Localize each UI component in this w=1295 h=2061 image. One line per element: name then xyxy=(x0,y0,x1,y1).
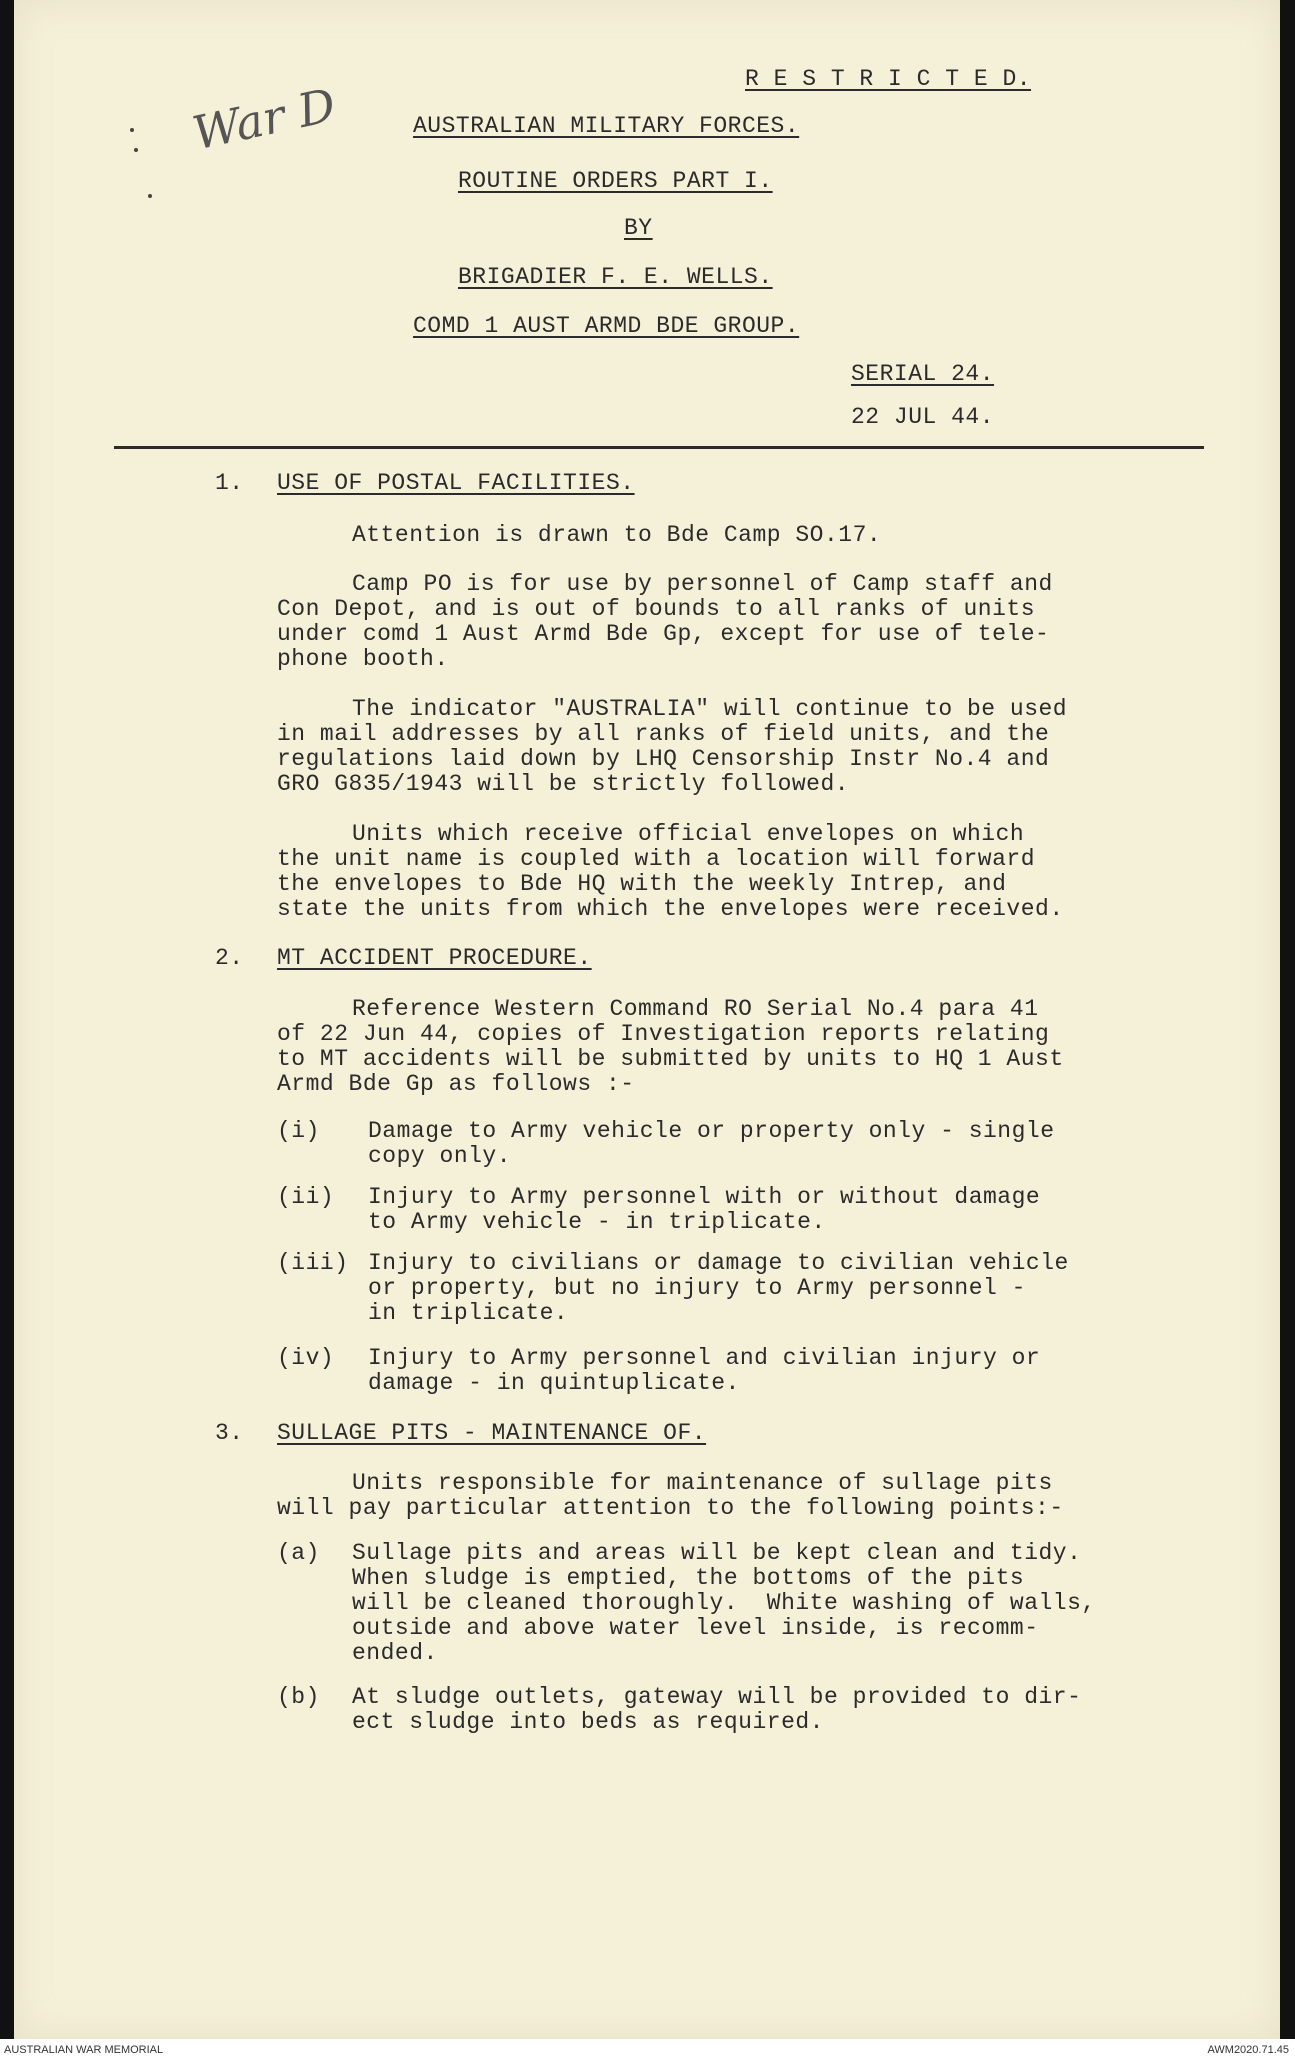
section-3-number: 3. xyxy=(215,1420,244,1446)
section-1-paragraph: the unit name is coupled with a location will forward xyxy=(277,846,1036,872)
footer-credit: AUSTRALIAN WAR MEMORIAL xyxy=(4,2044,164,2056)
section-1-paragraph: Units which receive official envelopes on which xyxy=(352,821,1025,847)
list-item-text: in triplicate. xyxy=(368,1300,569,1326)
section-1-number: 1. xyxy=(215,470,244,496)
section-2-intro: to MT accidents will be submitted by units to HQ 1 Aust xyxy=(277,1046,1064,1072)
list-item-label: (a) xyxy=(277,1540,320,1566)
section-1-paragraph: The indicator "AUSTRALIA" will continue to be used xyxy=(352,696,1068,722)
section-1-paragraph: the envelopes to Bde HQ with the weekly Intrep, and xyxy=(277,871,1007,897)
list-item-label: (i) xyxy=(277,1118,320,1144)
section-1-paragraph: under comd 1 Aust Armd Bde Gp, except for use of tele- xyxy=(277,621,1050,647)
header-line-5: COMD 1 AUST ARMD BDE GROUP. xyxy=(413,313,800,339)
list-item-text: or property, but no injury to Army personnel - xyxy=(368,1275,1026,1301)
header-line-3: BY xyxy=(624,215,653,241)
header-rule xyxy=(114,446,1204,449)
section-1-paragraph: GRO G835/1943 will be strictly followed. xyxy=(277,771,850,797)
paper-speck xyxy=(130,128,134,132)
list-item-text: When sludge is emptied, the bottoms of the pits xyxy=(352,1565,1025,1591)
header-line-4: BRIGADIER F. E. WELLS. xyxy=(458,264,773,290)
header-line-1: AUSTRALIAN MILITARY FORCES. xyxy=(413,113,800,139)
paper-speck xyxy=(134,148,138,152)
section-2-title: MT ACCIDENT PROCEDURE. xyxy=(277,945,592,971)
section-1-paragraph: in mail addresses by all ranks of field units, and the xyxy=(277,721,1050,747)
serial-number: SERIAL 24. xyxy=(851,361,995,387)
header-line-2: ROUTINE ORDERS PART I. xyxy=(458,168,773,194)
order-date: 22 JUL 44. xyxy=(851,404,995,430)
list-item-text: ended. xyxy=(352,1640,438,1666)
section-1-paragraph: Camp PO is for use by personnel of Camp staff and xyxy=(352,571,1053,597)
list-item-text: At sludge outlets, gateway will be provided to dir- xyxy=(352,1684,1082,1710)
list-item-label: (b) xyxy=(277,1684,320,1710)
list-item-text: outside and above water level inside, is recomm- xyxy=(352,1615,1039,1641)
list-item-text: Injury to Army personnel and civilian injury or xyxy=(368,1345,1041,1371)
section-2-intro: Reference Western Command RO Serial No.4 para 41 xyxy=(352,996,1039,1022)
list-item-text: Damage to Army vehicle or property only - single xyxy=(368,1118,1055,1144)
list-item-text: Injury to Army personnel with or without damage xyxy=(368,1184,1041,1210)
list-item-text: will be cleaned thoroughly. White washing of walls, xyxy=(352,1590,1096,1616)
classification-marking: R E S T R I C T E D. xyxy=(745,66,1032,92)
section-1-paragraph: state the units from which the envelopes were received. xyxy=(277,896,1064,922)
list-item-label: (iii) xyxy=(277,1250,349,1276)
section-1-paragraph: Attention is drawn to Bde Camp SO.17. xyxy=(352,522,882,548)
paper-speck xyxy=(148,194,152,198)
footer-accession-number: AWM2020.71.45 xyxy=(1207,2044,1289,2056)
list-item-text: Injury to civilians or damage to civilian vehicle xyxy=(368,1250,1069,1276)
section-3-title: SULLAGE PITS - MAINTENANCE OF. xyxy=(277,1420,707,1446)
section-1-title: USE OF POSTAL FACILITIES. xyxy=(277,470,635,496)
archive-footer xyxy=(0,2039,1295,2061)
section-2-intro: of 22 Jun 44, copies of Investigation reports relating xyxy=(277,1021,1050,1047)
section-2-intro: Armd Bde Gp as follows :- xyxy=(277,1071,635,1097)
section-3-intro: Units responsible for maintenance of sullage pits xyxy=(352,1470,1053,1496)
list-item-text: to Army vehicle - in triplicate. xyxy=(368,1209,826,1235)
section-1-paragraph: Con Depot, and is out of bounds to all ranks of units xyxy=(277,596,1036,622)
section-3-intro: will pay particular attention to the following points:- xyxy=(277,1495,1064,1521)
list-item-text: damage - in quintuplicate. xyxy=(368,1370,740,1396)
list-item-label: (iv) xyxy=(277,1345,335,1371)
list-item-label: (ii) xyxy=(277,1184,335,1210)
section-2-number: 2. xyxy=(215,945,244,971)
list-item-text: copy only. xyxy=(368,1143,512,1169)
handwritten-annotation: War D xyxy=(187,77,341,161)
list-item-text: Sullage pits and areas will be kept clean and tidy. xyxy=(352,1540,1082,1566)
section-1-paragraph: phone booth. xyxy=(277,646,449,672)
section-1-paragraph: regulations laid down by LHQ Censorship Instr No.4 and xyxy=(277,746,1050,772)
list-item-text: ect sludge into beds as required. xyxy=(352,1709,824,1735)
